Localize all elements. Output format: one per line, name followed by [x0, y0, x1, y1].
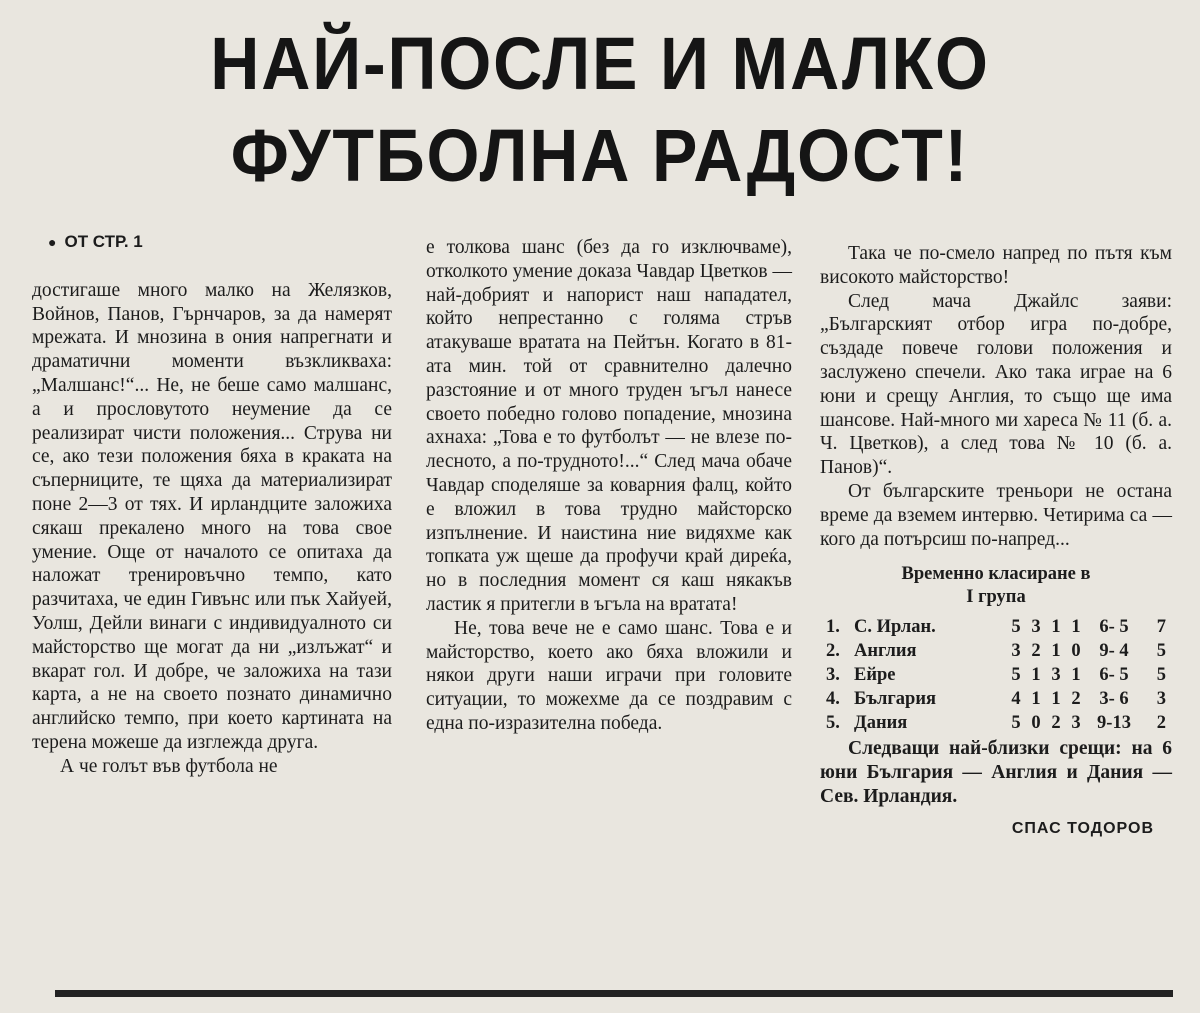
- standings-cell-pts: 7: [1156, 617, 1166, 638]
- standings-cell-team: Ейре: [854, 665, 896, 686]
- standings-cell-p: 4: [1011, 689, 1021, 710]
- standings-cell-d: 3: [1051, 665, 1061, 686]
- paragraph: достигаше много малко на Желязков, Войнов, Панов, Гърнчаров, за да намерят мрежата. И мнозина в ония напрегнати и драматични моменти възкликваха: „Малшанс!“... Не, не беше само малшанс, а и прословутото неумение да се реализират чисти положения... Струва ни се, ако тези положения бяха в краката на съперниците, те щяха да материализират поне 2—3 от тях. И ирландците заложиха сякаш прекалено много на това свое умение. Още от началото се опитаха да наложат тренировъчно темпо, като разчитаха, че един Гивънс или пък Хайуей, Уолш, Дейли винаги с индивидуалното си майсторство ще могат да ни „излъжат“ и вкарат гол. И добре, че заложиха на тази карта, а не на своето познато динамично английско темпо, при което картината на терена можеше да изглежда друга.: [32, 279, 392, 753]
- standings-cell-w: 0: [1031, 713, 1041, 734]
- standings-cell-w: 1: [1031, 665, 1041, 686]
- bottom-rule: [55, 990, 1173, 997]
- standings-cell-pts: 3: [1156, 689, 1166, 710]
- paragraph: След мача Джайлс заяви: „Българският отбор игра по-добре, създаде повече голови положения и заслужено спечели. Ако така играе на 6 юни и срещу Англия, то също ще има шансове. Най-много ми хареса № 11 (б. а. Ч. Цветков), а след това № 10 (б. а. Панов)“.: [820, 290, 1172, 479]
- standings-cell-goals: 3- 6: [1099, 689, 1129, 710]
- standings-title-line-2: I група: [966, 587, 1026, 608]
- standings-cell-w: 2: [1031, 641, 1041, 662]
- standings-cell-goals: 6- 5: [1099, 665, 1129, 686]
- standings-cell-team: Дания: [854, 713, 908, 734]
- standings-cell-l: 3: [1071, 713, 1081, 734]
- standings-cell-goals: 6- 5: [1099, 617, 1129, 638]
- paragraph: е толкова шанс (без да го изключваме), отколкото умение доказа Чавдар Цветков — най-добрият и напорист наш нападател, който непрестанно с голяма стръв атакуваше вратата на Пейтън. Когато в 81-ата мин. той от сравнително далечно разстояние и от много труден ъгъл нанесе своето победно голово попадение, мнозина ахнаха: „Това е то футболът — не влезе по-лесното, а по-трудното!...“ След мача обаче Чавдар споделяше за коварния фалц, който е вложил в това трудно майсторско изпълнение. И наистина ние видяхме как топката уж щеше да профучи край диреќа, но в последния момент ся каш някакъв ластик я притегли в ъгъла на вратата!: [426, 237, 792, 615]
- paragraph: От българските треньори не остана време да вземем интервю. Четирима са — кого да потърсиш по-напред...: [820, 480, 1172, 550]
- article-column-2: [426, 236, 792, 736]
- standings-cell-pos: 1.: [826, 617, 840, 638]
- standings-cell-l: 1: [1071, 665, 1081, 686]
- standings-cell-p: 5: [1011, 617, 1021, 638]
- standings-title: [820, 563, 1172, 609]
- standings-cell-goals: 9-13: [1097, 713, 1131, 734]
- standings-cell-pos: 5.: [826, 713, 840, 734]
- standings-cell-p: 5: [1011, 665, 1021, 686]
- article-column-3: [820, 242, 1172, 841]
- standings-cell-team: България: [854, 689, 937, 710]
- continued-from-kicker: [48, 230, 392, 255]
- standings-cell-d: 1: [1051, 689, 1061, 710]
- standings-cell-d: 2: [1051, 713, 1061, 734]
- standings-row: [826, 639, 1166, 663]
- standings-cell-goals: 9- 4: [1099, 641, 1129, 662]
- standings-row: [826, 711, 1166, 735]
- standings-cell-w: 3: [1031, 617, 1041, 638]
- standings-row: [826, 687, 1166, 711]
- paragraph: Не, това вече не е само шанс. Това е и майсторство, което ако бяха вложили и някои други наши играчи при головите ситуации, то можехме да се поздравим с една по-изразителна победа.: [426, 617, 792, 734]
- standings-cell-pos: 4.: [826, 689, 840, 710]
- standings-table: [826, 615, 1166, 735]
- bullet-icon: ●: [48, 234, 57, 250]
- standings-cell-team: С. Ирлан.: [854, 617, 936, 638]
- standings-cell-pos: 3.: [826, 665, 840, 686]
- standings-cell-l: 1: [1071, 617, 1081, 638]
- standings-row: [826, 615, 1166, 639]
- paragraph: А че голът във футбола не: [60, 755, 278, 777]
- headline-line-1: НАЙ-ПОСЛЕ И МАЛКО: [210, 22, 990, 105]
- standings-cell-pts: 5: [1156, 641, 1166, 662]
- paragraph: Така че по-смело напред по пътя към високото майсторство!: [820, 243, 1172, 288]
- standings-cell-l: 0: [1071, 641, 1081, 662]
- headline-line-2: ФУТБОЛНА РАДОСТ!: [230, 114, 970, 197]
- standings-cell-p: 5: [1011, 713, 1021, 734]
- headline: [186, 18, 1014, 202]
- next-matches: Следващи най-близки срещи: на 6 юни България — Англия и Дания — Сев. Ирландия.: [820, 738, 1172, 807]
- standings-title-line-1: Временно класиране в: [901, 564, 1091, 585]
- standings-cell-team: Англия: [854, 641, 917, 662]
- standings-cell-p: 3: [1011, 641, 1021, 662]
- standings-cell-w: 1: [1031, 689, 1041, 710]
- author-byline: СПАС ТОДОРОВ: [1011, 819, 1154, 837]
- standings-cell-pos: 2.: [826, 641, 840, 662]
- standings-cell-pts: 5: [1156, 665, 1166, 686]
- standings-cell-pts: 2: [1156, 713, 1166, 734]
- standings-cell-l: 2: [1071, 689, 1081, 710]
- standings-cell-d: 1: [1051, 617, 1061, 638]
- kicker-text: ОТ СТР. 1: [64, 232, 143, 251]
- article-column-1: [32, 230, 392, 779]
- standings-row: [826, 663, 1166, 687]
- standings-cell-d: 1: [1051, 641, 1061, 662]
